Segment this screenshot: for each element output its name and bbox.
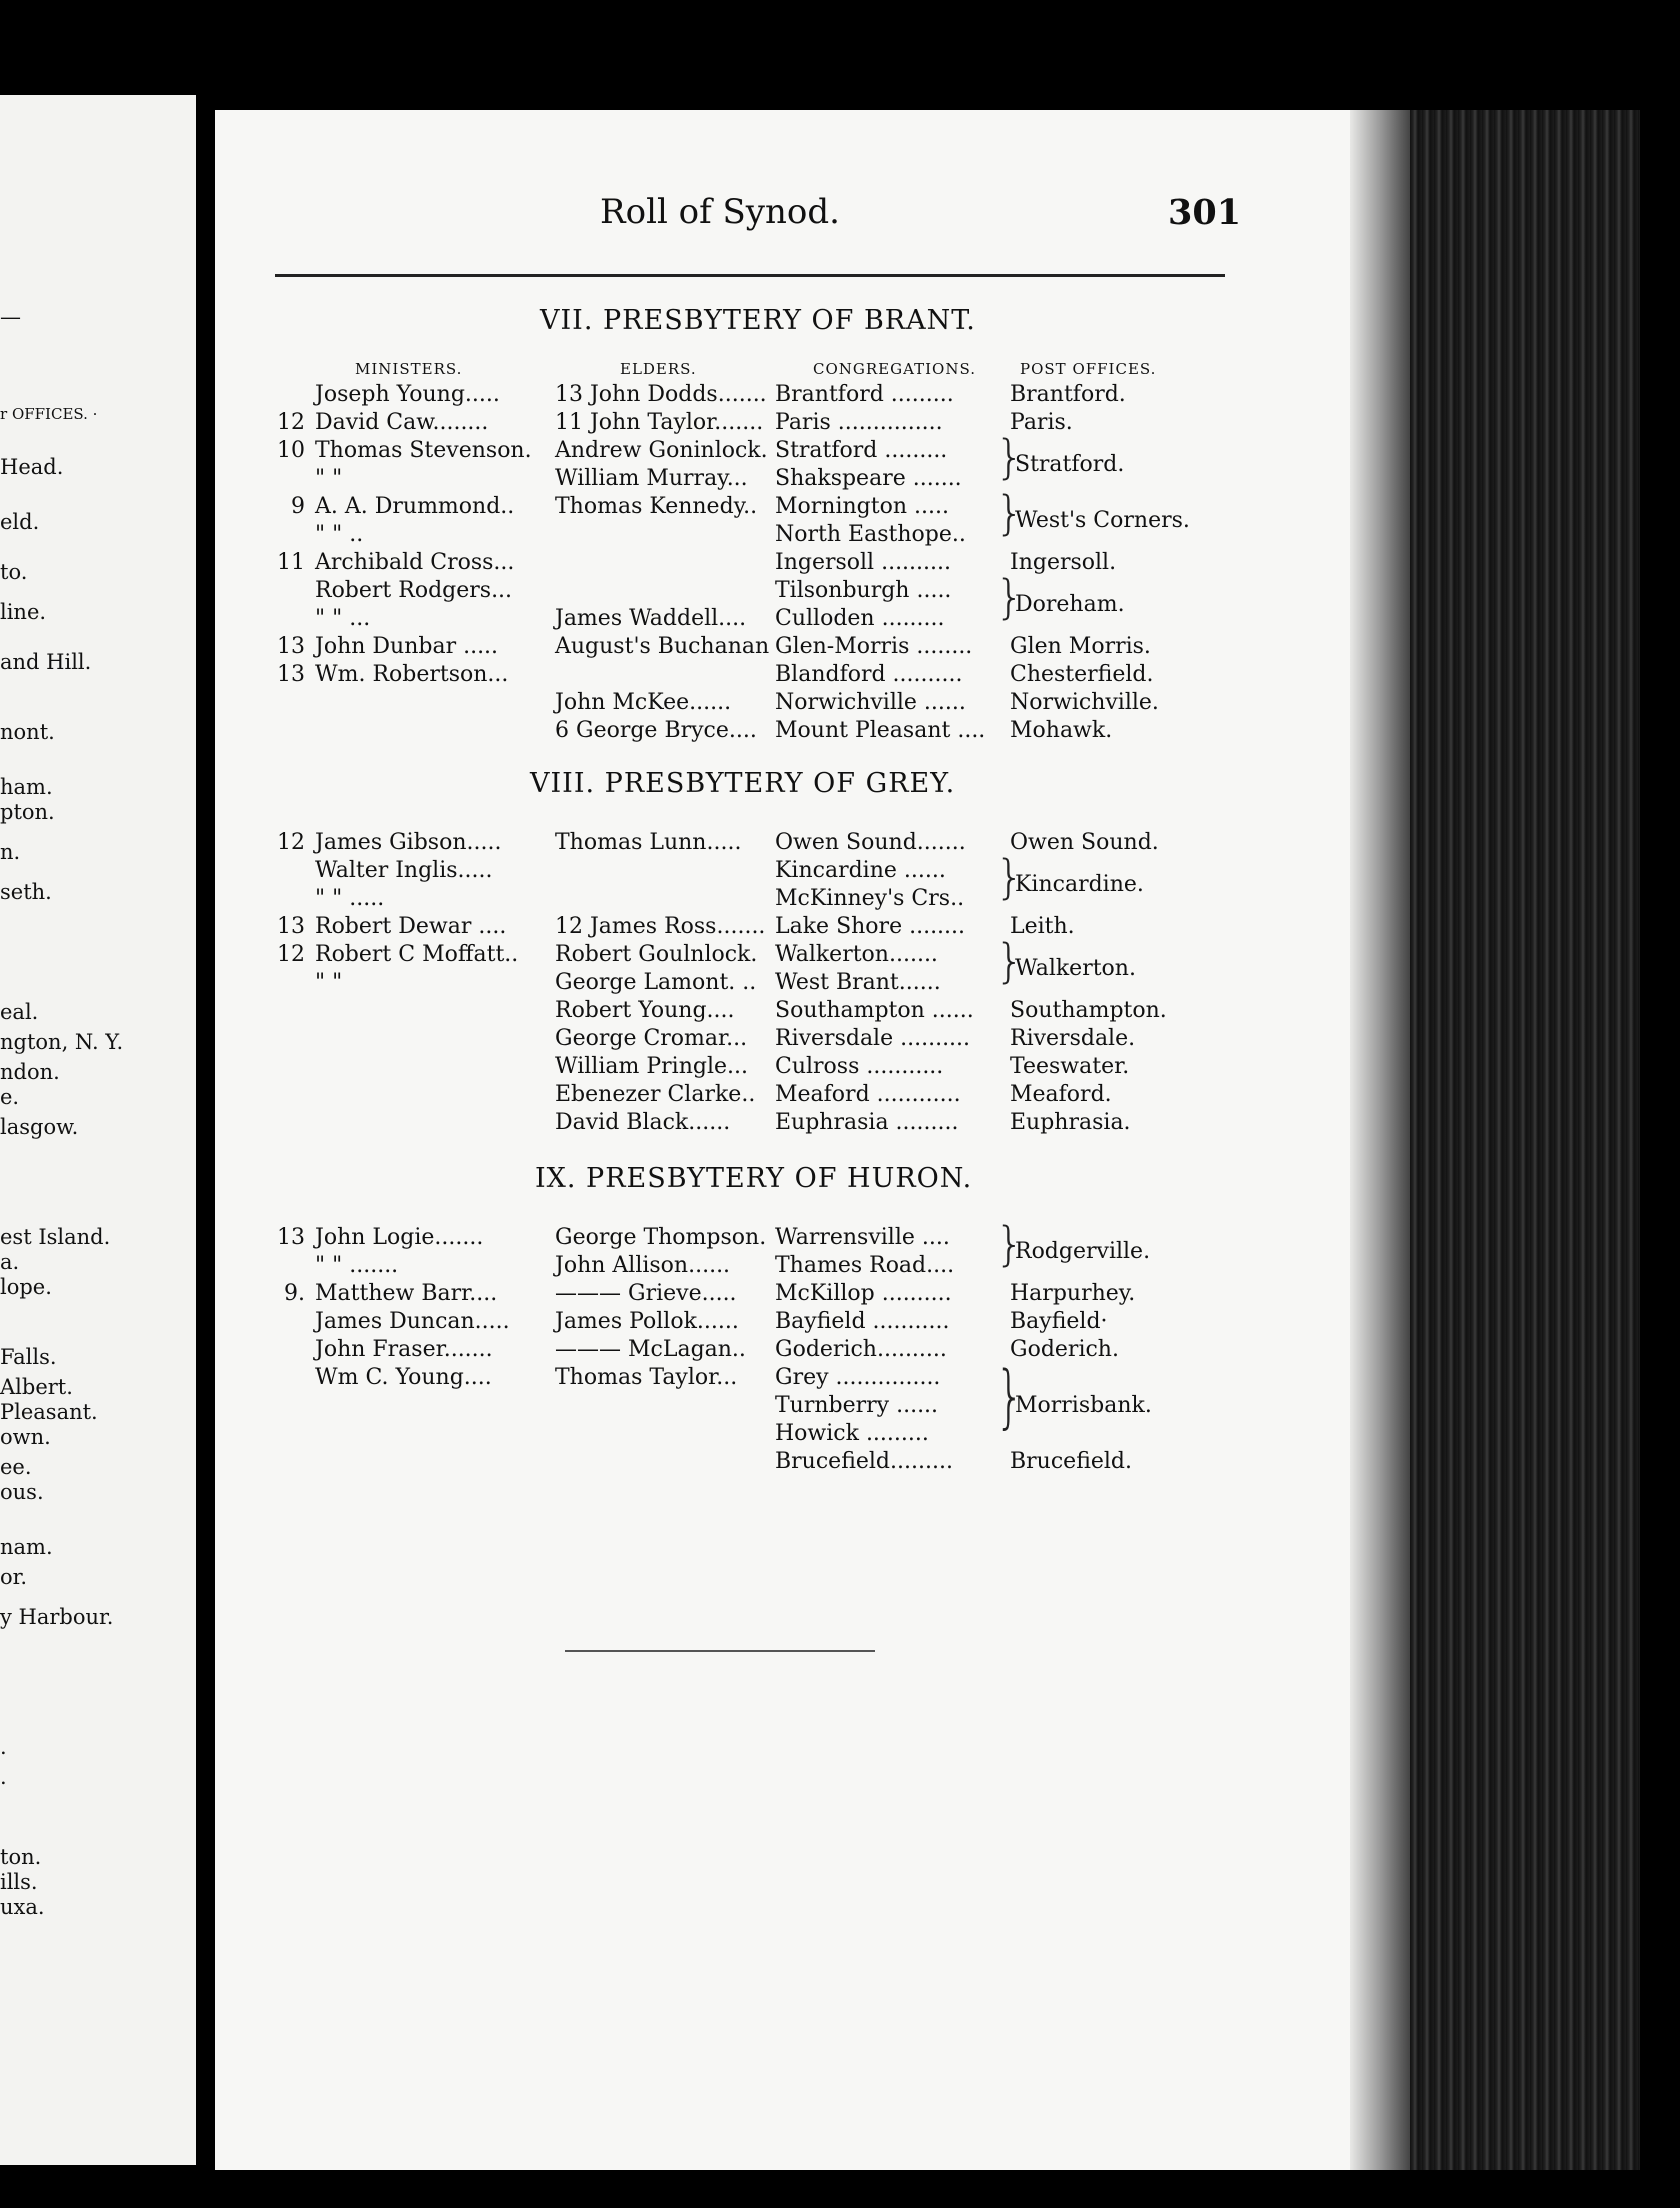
left-page-fragment: uxa.	[0, 1895, 45, 1919]
elder-name: John Allison......	[555, 1253, 731, 1278]
minister-name: " " ...	[315, 606, 371, 631]
minister-name: John Fraser.......	[315, 1337, 493, 1362]
left-page-fragment: ton.	[0, 1845, 42, 1869]
page-number: 301	[1168, 192, 1242, 233]
minister-name: John Dunbar .....	[315, 634, 499, 659]
left-page-fragment: or.	[0, 1565, 28, 1589]
roll-row	[215, 1393, 1350, 1421]
left-page-fragment: e.	[0, 1085, 20, 1109]
minister-name: Wm. Robertson...	[315, 662, 509, 687]
minister-name: Wm C. Young....	[315, 1365, 492, 1390]
congregation-name: Riversdale ..........	[775, 1026, 971, 1051]
row-number: 13	[277, 662, 305, 687]
post-office: Goderich.	[1010, 1337, 1119, 1362]
elder-name: Thomas Lunn.....	[555, 830, 742, 855]
brace-mark: }	[995, 486, 1025, 540]
grouped-post-office: Walkerton.	[1015, 956, 1136, 981]
roll-row	[215, 830, 1350, 858]
congregation-name: Goderich..........	[775, 1337, 947, 1362]
brace-mark: }	[995, 1217, 1025, 1271]
left-page-fragment: ham.	[0, 775, 53, 799]
elder-name: ——— McLagan..	[555, 1337, 746, 1362]
minister-name: David Caw........	[315, 410, 489, 435]
congregation-name: Meaford ............	[775, 1082, 961, 1107]
congregation-name: Tilsonburgh .....	[775, 578, 952, 603]
congregation-name: Walkerton.......	[775, 942, 938, 967]
row-number: 12	[277, 830, 305, 855]
congregation-name: Howick .........	[775, 1421, 929, 1446]
post-office: Southampton.	[1010, 998, 1167, 1023]
elder-name: George Cromar...	[555, 1026, 748, 1051]
left-page-fragment: ills.	[0, 1870, 38, 1894]
elder-name: Ebenezer Clarke..	[555, 1082, 756, 1107]
congregation-name: Turnberry ......	[775, 1393, 939, 1418]
congregation-name: Lake Shore ........	[775, 914, 966, 939]
row-number: 13	[277, 914, 305, 939]
elder-name: William Murray...	[555, 466, 748, 491]
left-page-fragment: lope.	[0, 1275, 52, 1299]
minister-name: Joseph Young.....	[315, 382, 500, 407]
minister-name: Robert C Moffatt..	[315, 942, 519, 967]
brace-mark: }	[995, 570, 1025, 624]
roll-row	[215, 1337, 1350, 1365]
roll-row	[215, 1309, 1350, 1337]
post-office: Bayfield·	[1010, 1309, 1108, 1334]
congregation-name: Mornington .....	[775, 494, 949, 519]
post-office: Riversdale.	[1010, 1026, 1136, 1051]
congregation-name: Stratford .........	[775, 438, 948, 463]
left-page-fragment: nont.	[0, 720, 55, 744]
presbytery-heading: VIII. PRESBYTERY OF GREY.	[530, 768, 956, 799]
congregation-name: Southampton ......	[775, 998, 974, 1023]
closing-rule	[565, 1650, 875, 1652]
grouped-post-office: Morrisbank.	[1015, 1393, 1152, 1418]
minister-name: Robert Dewar ....	[315, 914, 507, 939]
minister-name: A. A. Drummond..	[315, 494, 515, 519]
brace-mark: }	[995, 934, 1025, 988]
roll-row	[215, 578, 1350, 606]
roll-row	[215, 662, 1350, 690]
grouped-post-office: Doreham.	[1015, 592, 1125, 617]
elder-name: 13 John Dodds.......	[555, 382, 767, 407]
minister-name: James Duncan.....	[315, 1309, 510, 1334]
presbytery-heading: VII. PRESBYTERY OF BRANT.	[540, 305, 976, 336]
elder-name: 6 George Bryce....	[555, 718, 757, 743]
left-page-fragment: Pleasant.	[0, 1400, 98, 1424]
minister-name: " " .....	[315, 886, 385, 911]
congregation-name: Paris ...............	[775, 410, 943, 435]
row-number: 11	[277, 550, 305, 575]
roll-content	[215, 0, 1350, 2208]
elder-name: James Waddell....	[555, 606, 747, 631]
brace-mark: }	[995, 850, 1025, 904]
elder-name: August's Buchanan	[555, 634, 770, 659]
roll-row	[215, 634, 1350, 662]
roll-row	[215, 550, 1350, 578]
grouped-post-office: Rodgerville.	[1015, 1239, 1151, 1264]
congregation-name: Glen-Morris ........	[775, 634, 973, 659]
left-page-fragment: Albert.	[0, 1375, 73, 1399]
post-office: Harpurhey.	[1010, 1281, 1136, 1306]
congregation-name: Brucefield.........	[775, 1449, 953, 1474]
minister-name: " "	[315, 466, 343, 491]
grouped-post-office: West's Corners.	[1015, 508, 1190, 533]
elder-name: David Black......	[555, 1110, 731, 1135]
left-page-fragment: .	[0, 1765, 7, 1789]
roll-row	[215, 1082, 1350, 1110]
row-number: 13	[277, 634, 305, 659]
post-office: Teeswater.	[1010, 1054, 1130, 1079]
elder-name: Andrew Goninlock.	[555, 438, 768, 463]
elder-name: Thomas Kennedy..	[555, 494, 758, 519]
congregation-name: Warrensville ....	[775, 1225, 950, 1250]
roll-row	[215, 690, 1350, 718]
roll-row	[215, 1026, 1350, 1054]
roll-row	[215, 1449, 1350, 1477]
column-header-elders: ELDERS.	[620, 360, 697, 378]
congregation-name: North Easthope..	[775, 522, 966, 547]
roll-row	[215, 1253, 1350, 1281]
post-office: Brantford.	[1010, 382, 1126, 407]
roll-row	[215, 466, 1350, 494]
post-office: Ingersoll.	[1010, 550, 1117, 575]
left-page-fragment: eld.	[0, 510, 40, 534]
post-office: Euphrasia.	[1010, 1110, 1131, 1135]
brace-mark: }	[995, 430, 1025, 484]
minister-name: " " ..	[315, 522, 364, 547]
column-header-congregations: CONGREGATIONS.	[813, 360, 976, 378]
roll-row	[215, 606, 1350, 634]
minister-name: Thomas Stevenson.	[315, 438, 532, 463]
column-header-post-offices: POST OFFICES.	[1020, 360, 1157, 378]
row-number: 12	[277, 410, 305, 435]
congregation-name: Brantford .........	[775, 382, 954, 407]
congregation-name: Owen Sound.......	[775, 830, 966, 855]
elder-name: William Pringle...	[555, 1054, 748, 1079]
row-number: 9	[291, 494, 305, 519]
congregation-name: Culross ...........	[775, 1054, 944, 1079]
elder-name: 11 John Taylor.......	[555, 410, 764, 435]
congregation-name: McKinney's Crs..	[775, 886, 965, 911]
congregation-name: Kincardine ......	[775, 858, 946, 883]
left-page-fragment: own.	[0, 1425, 51, 1449]
roll-row	[215, 718, 1350, 746]
post-office: Owen Sound.	[1010, 830, 1159, 855]
left-page-fragment: est Island.	[0, 1225, 111, 1249]
left-page-fragment: y Harbour.	[0, 1605, 114, 1629]
post-office: Glen Morris.	[1010, 634, 1151, 659]
left-page-fragment: ndon.	[0, 1060, 60, 1084]
congregation-name: Grey ...............	[775, 1365, 941, 1390]
left-page-fragment: nam.	[0, 1535, 53, 1559]
post-office: Mohawk.	[1010, 718, 1113, 743]
page-edge-shadow	[1350, 110, 1410, 2170]
elder-name: John McKee......	[555, 690, 732, 715]
elder-name: Thomas Taylor...	[555, 1365, 738, 1390]
post-office: Meaford.	[1010, 1082, 1112, 1107]
left-page-fragment: a.	[0, 1250, 20, 1274]
roll-row	[215, 410, 1350, 438]
elder-name: 12 James Ross.......	[555, 914, 766, 939]
post-office: Chesterfield.	[1010, 662, 1154, 687]
left-page-fragment: line.	[0, 600, 47, 624]
roll-row	[215, 998, 1350, 1026]
roll-row	[215, 1281, 1350, 1309]
row-number: 10	[277, 438, 305, 463]
minister-name: Archibald Cross...	[315, 550, 515, 575]
congregation-name: Culloden .........	[775, 606, 945, 631]
presbytery-heading: IX. PRESBYTERY OF HURON.	[535, 1163, 973, 1194]
roll-row	[215, 1054, 1350, 1082]
minister-name: Matthew Barr....	[315, 1281, 498, 1306]
roll-row	[215, 1365, 1350, 1393]
left-page-fragment: Falls.	[0, 1345, 57, 1369]
row-number: 13	[277, 1225, 305, 1250]
roll-row	[215, 438, 1350, 466]
roll-row	[215, 886, 1350, 914]
congregation-name: Norwichville ......	[775, 690, 966, 715]
left-page-fragment: and Hill.	[0, 650, 92, 674]
elder-name: Robert Goulnlock.	[555, 942, 758, 967]
minister-name: " "	[315, 970, 343, 995]
left-page-fragment: eal.	[0, 1000, 39, 1024]
roll-row	[215, 1110, 1350, 1138]
post-office: Paris.	[1010, 410, 1073, 435]
column-header-ministers: MINISTERS.	[355, 360, 463, 378]
congregation-name: Blandford ..........	[775, 662, 963, 687]
left-page-fragment: ee.	[0, 1455, 32, 1479]
left-page-fragment: n.	[0, 840, 21, 864]
left-page-fragment: r OFFICES. ·	[0, 405, 98, 423]
left-page-fragment: ngton, N. Y.	[0, 1030, 124, 1054]
congregation-name: Bayfield ...........	[775, 1309, 950, 1334]
minister-name: John Logie.......	[315, 1225, 484, 1250]
elder-name: George Lamont. ..	[555, 970, 757, 995]
congregation-name: Euphrasia .........	[775, 1110, 959, 1135]
grouped-post-office: Stratford.	[1015, 452, 1125, 477]
minister-name: Walter Inglis.....	[315, 858, 493, 883]
running-title: Roll of Synod.	[600, 192, 840, 232]
left-page-fragment: Head.	[0, 455, 64, 479]
grouped-post-office: Kincardine.	[1015, 872, 1144, 897]
post-office: Norwichville.	[1010, 690, 1159, 715]
roll-row	[215, 942, 1350, 970]
congregation-name: McKillop ..........	[775, 1281, 952, 1306]
roll-row	[215, 970, 1350, 998]
left-page-fragment: to.	[0, 560, 28, 584]
roll-row	[215, 382, 1350, 410]
left-page-fragment: —	[0, 305, 21, 329]
elder-name: George Thompson.	[555, 1225, 767, 1250]
roll-row	[215, 858, 1350, 886]
congregation-name: Mount Pleasant ....	[775, 718, 986, 743]
roll-row	[215, 914, 1350, 942]
minister-name: James Gibson.....	[315, 830, 502, 855]
post-office: Brucefield.	[1010, 1449, 1132, 1474]
left-page-fragment: .	[0, 1735, 7, 1759]
congregation-name: West Brant......	[775, 970, 941, 995]
brace-mark: }	[995, 1355, 1025, 1436]
row-number: 12	[277, 942, 305, 967]
roll-row	[215, 1225, 1350, 1253]
post-office: Leith.	[1010, 914, 1075, 939]
congregation-name: Shakspeare .......	[775, 466, 962, 491]
congregation-name: Thames Road....	[775, 1253, 955, 1278]
left-page-fragment: ous.	[0, 1480, 44, 1504]
left-page-fragment: pton.	[0, 800, 55, 824]
minister-name: " " .......	[315, 1253, 399, 1278]
elder-name: James Pollok......	[555, 1309, 739, 1334]
left-facing-page	[0, 95, 196, 2165]
row-number: 9.	[284, 1281, 305, 1306]
congregation-name: Ingersoll ..........	[775, 550, 952, 575]
minister-name: Robert Rodgers...	[315, 578, 513, 603]
elder-name: ——— Grieve.....	[555, 1281, 737, 1306]
left-page-fragment: lasgow.	[0, 1115, 79, 1139]
roll-row	[215, 1421, 1350, 1449]
left-page-fragment: seth.	[0, 880, 52, 904]
elder-name: Robert Young....	[555, 998, 735, 1023]
